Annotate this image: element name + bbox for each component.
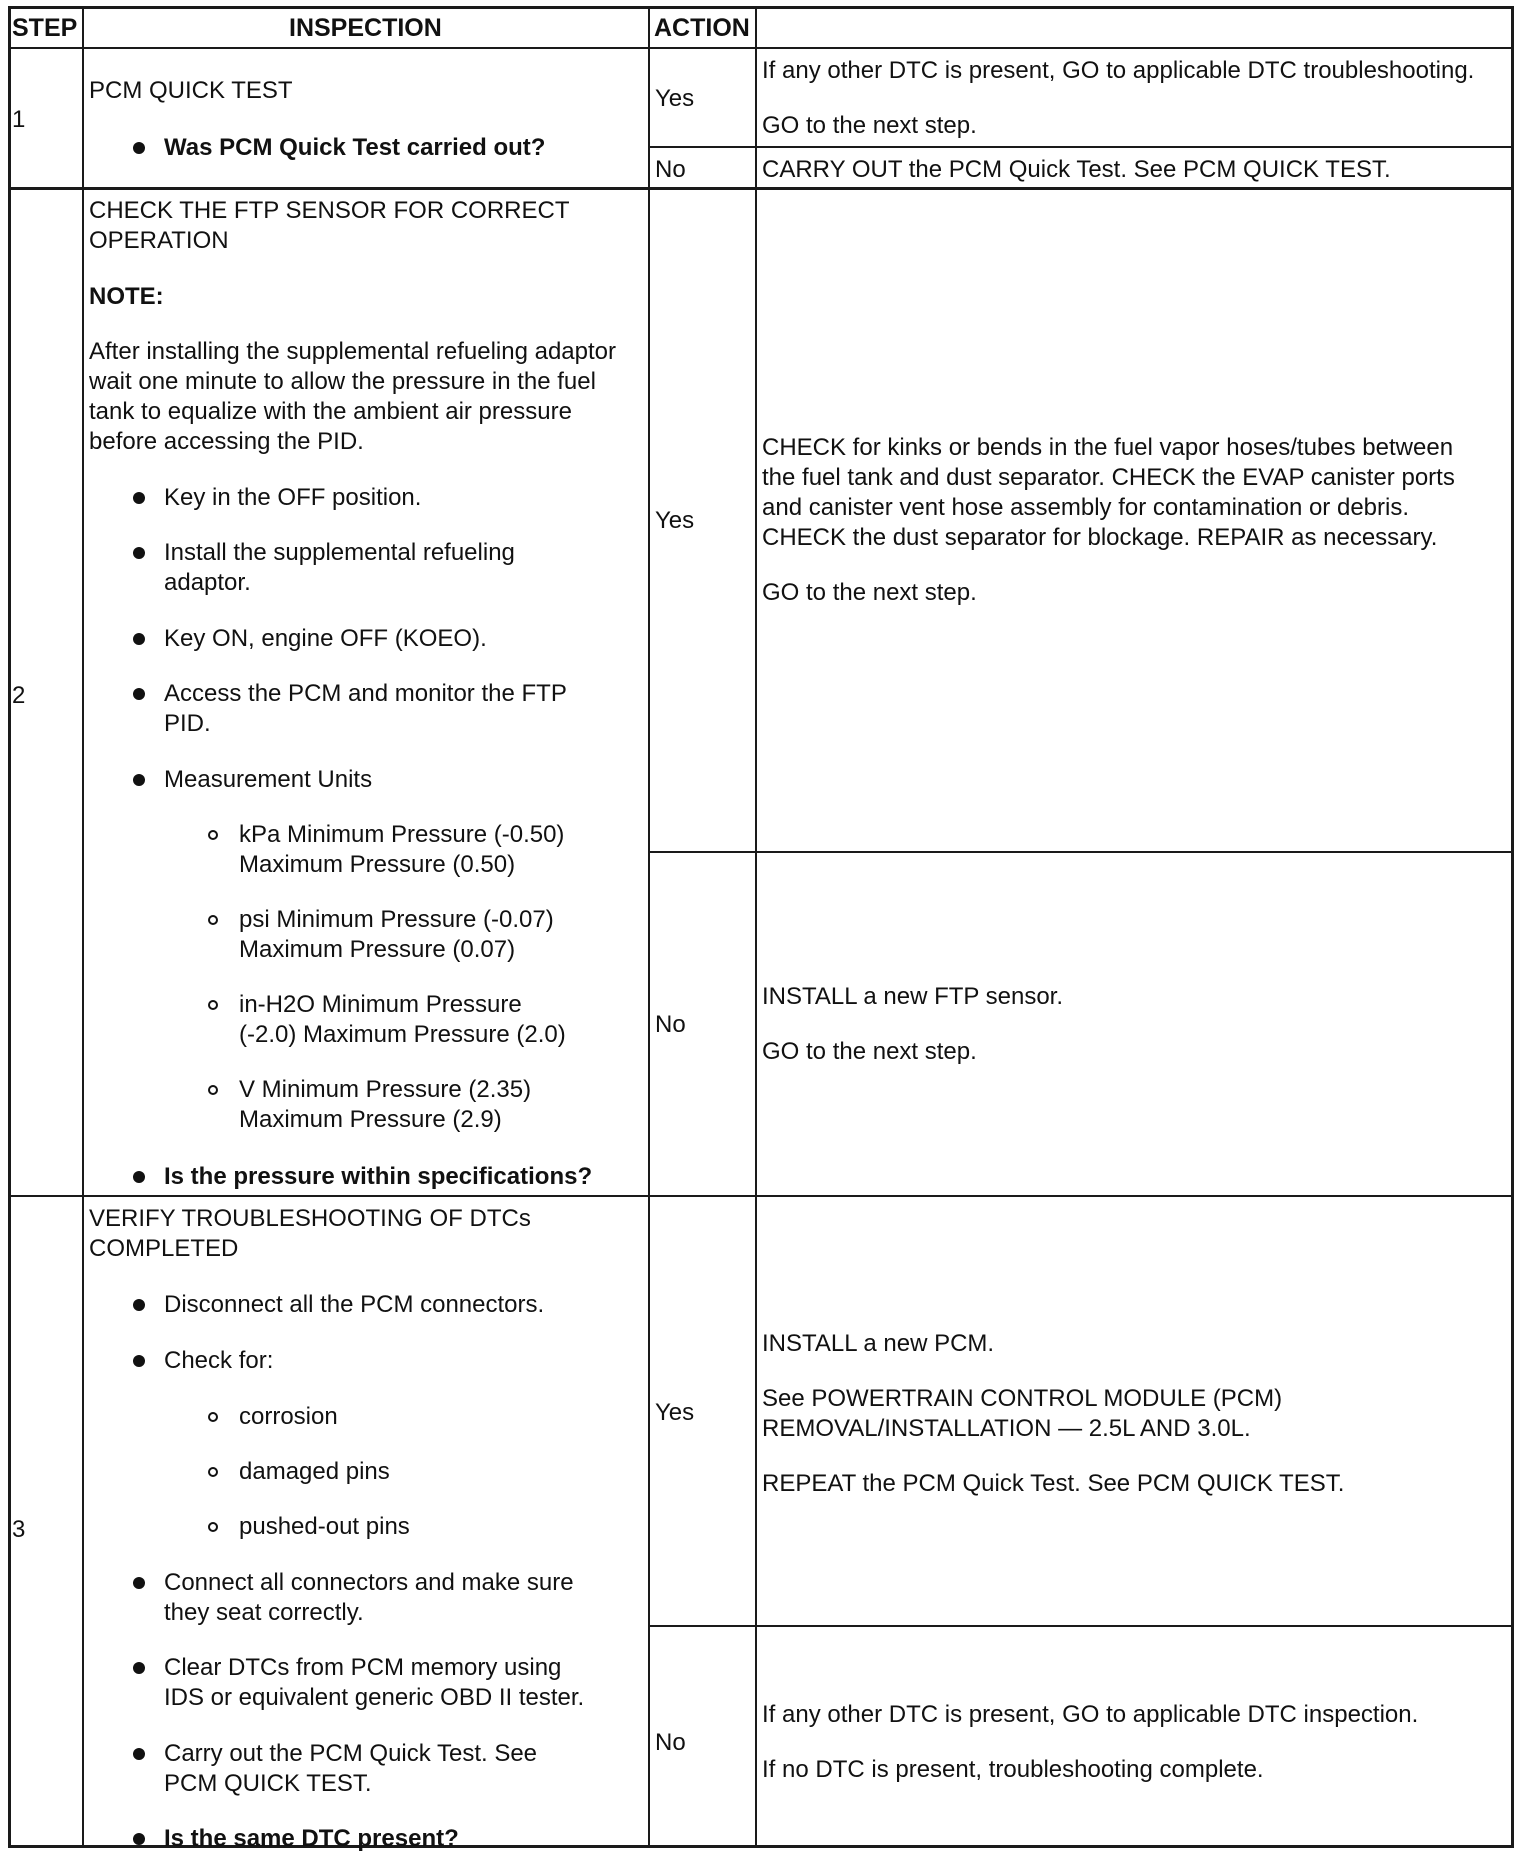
list-item: Key ON, engine OFF (KOEO). (164, 625, 487, 652)
table-border-top (8, 6, 1514, 9)
action-text: GO to the next step. (762, 579, 977, 606)
step-title: CHECK THE FTP SENSOR FOR CORRECT (89, 197, 570, 224)
step-question: Is the pressure within specifications? (164, 1163, 593, 1190)
bullet-icon (133, 1355, 145, 1367)
sub-bullet-icon (208, 1412, 218, 1422)
table-border-left (8, 6, 11, 1848)
list-item: Connect all connectors and make sure (164, 1569, 574, 1596)
sub-list-item: Maximum Pressure (0.50) (239, 851, 516, 878)
action-text: the fuel tank and dust separator. CHECK the EVAP canister ports (762, 464, 1455, 491)
list-item: IDS or equivalent generic OBD II tester. (164, 1684, 585, 1711)
action-text: GO to the next step. (762, 1038, 977, 1065)
sub-bullet-icon (208, 830, 218, 840)
action-text: CARRY OUT the PCM Quick Test. See PCM QUICK TEST. (762, 156, 1391, 183)
sub-bullet-icon (208, 1467, 218, 1477)
sub-list-item: kPa Minimum Pressure (-0.50) (239, 821, 565, 848)
yes-label: Yes (655, 1399, 695, 1426)
bullet-icon (133, 492, 145, 504)
list-item: Install the supplemental refueling (164, 539, 515, 566)
note-label: NOTE: (89, 283, 164, 310)
step-title: COMPLETED (89, 1235, 239, 1262)
step-number: 1 (12, 106, 26, 133)
sub-list-item: Maximum Pressure (2.9) (239, 1106, 502, 1133)
sub-bullet-icon (208, 915, 218, 925)
list-item: Access the PCM and monitor the FTP (164, 680, 567, 707)
bullet-icon (133, 547, 145, 559)
bullet-icon (133, 1577, 145, 1589)
sub-bullet-icon (208, 1085, 218, 1095)
note-text: After installing the supplemental refueling adaptor (89, 338, 616, 365)
sub-list-item: in-H2O Minimum Pressure (239, 991, 522, 1018)
row-divider (648, 851, 1514, 853)
yes-label: Yes (655, 507, 695, 534)
note-text: before accessing the PID. (89, 428, 364, 455)
list-item: Disconnect all the PCM connectors. (164, 1291, 545, 1318)
row-divider (648, 146, 1514, 148)
row-divider (648, 1625, 1514, 1627)
step-title: OPERATION (89, 227, 229, 254)
action-text: If any other DTC is present, GO to applicable DTC troubleshooting. (762, 57, 1475, 84)
bullet-icon (133, 1299, 145, 1311)
sub-bullet-icon (208, 1000, 218, 1010)
action-text: REMOVAL/INSTALLATION — 2.5L AND 3.0L. (762, 1415, 1251, 1442)
sub-list-item: corrosion (239, 1403, 338, 1430)
sub-list-item: V Minimum Pressure (2.35) (239, 1076, 532, 1103)
step-title: VERIFY TROUBLESHOOTING OF DTCs (89, 1205, 531, 1232)
no-label: No (655, 156, 686, 183)
bullet-icon (133, 774, 145, 786)
header-step: STEP (12, 14, 78, 42)
sub-list-item: psi Minimum Pressure (-0.07) (239, 906, 554, 933)
sub-list-item: Maximum Pressure (0.07) (239, 936, 516, 963)
bullet-icon (133, 1171, 145, 1183)
list-item: Clear DTCs from PCM memory using (164, 1654, 562, 1681)
action-text: and canister vent hose assembly for contamination or debris. (762, 494, 1410, 521)
list-item: Measurement Units (164, 766, 373, 793)
note-text: wait one minute to allow the pressure in the fuel (89, 368, 596, 395)
column-divider (648, 6, 650, 1848)
row-divider (8, 47, 1514, 49)
action-text: INSTALL a new PCM. (762, 1330, 995, 1357)
action-text: INSTALL a new FTP sensor. (762, 983, 1064, 1010)
step-number: 2 (12, 682, 26, 709)
no-label: No (655, 1011, 686, 1038)
bullet-icon (133, 1833, 145, 1845)
bullet-icon (133, 142, 145, 154)
sub-list-item: damaged pins (239, 1458, 390, 1485)
bullet-icon (133, 688, 145, 700)
bullet-icon (133, 1662, 145, 1674)
sub-bullet-icon (208, 1522, 218, 1532)
step-question: Is the same DTC present? (164, 1825, 459, 1852)
yes-label: Yes (655, 85, 695, 112)
header-action: ACTION (654, 14, 750, 42)
list-item: Key in the OFF position. (164, 484, 422, 511)
column-divider (755, 6, 757, 1848)
list-item: Check for: (164, 1347, 274, 1374)
list-item: PCM QUICK TEST. (164, 1770, 372, 1797)
bullet-icon (133, 1748, 145, 1760)
header-inspection: INSPECTION (289, 14, 442, 42)
action-text: REPEAT the PCM Quick Test. See PCM QUICK TEST. (762, 1470, 1345, 1497)
list-item: adaptor. (164, 569, 251, 596)
action-text: CHECK the dust separator for blockage. REPAIR as necessary. (762, 524, 1438, 551)
row-divider (8, 187, 1514, 190)
sub-list-item: pushed-out pins (239, 1513, 410, 1540)
list-item: PID. (164, 710, 211, 737)
no-label: No (655, 1729, 686, 1756)
action-text: See POWERTRAIN CONTROL MODULE (PCM) (762, 1385, 1283, 1412)
action-text: CHECK for kinks or bends in the fuel vapor hoses/tubes between (762, 434, 1454, 461)
action-text: If no DTC is present, troubleshooting complete. (762, 1756, 1264, 1783)
sub-list-item: (-2.0) Maximum Pressure (2.0) (239, 1021, 566, 1048)
list-item: they seat correctly. (164, 1599, 364, 1626)
row-divider (8, 1195, 1514, 1197)
bullet-icon (133, 633, 145, 645)
list-item: Carry out the PCM Quick Test. See (164, 1740, 538, 1767)
action-text: If any other DTC is present, GO to applicable DTC inspection. (762, 1701, 1419, 1728)
step-number: 3 (12, 1516, 26, 1543)
note-text: tank to equalize with the ambient air pressure (89, 398, 572, 425)
action-text: GO to the next step. (762, 112, 977, 139)
column-divider (82, 6, 84, 1848)
table-border-right (1511, 6, 1514, 1848)
step-question: Was PCM Quick Test carried out? (164, 134, 546, 161)
step-title: PCM QUICK TEST (89, 77, 293, 104)
